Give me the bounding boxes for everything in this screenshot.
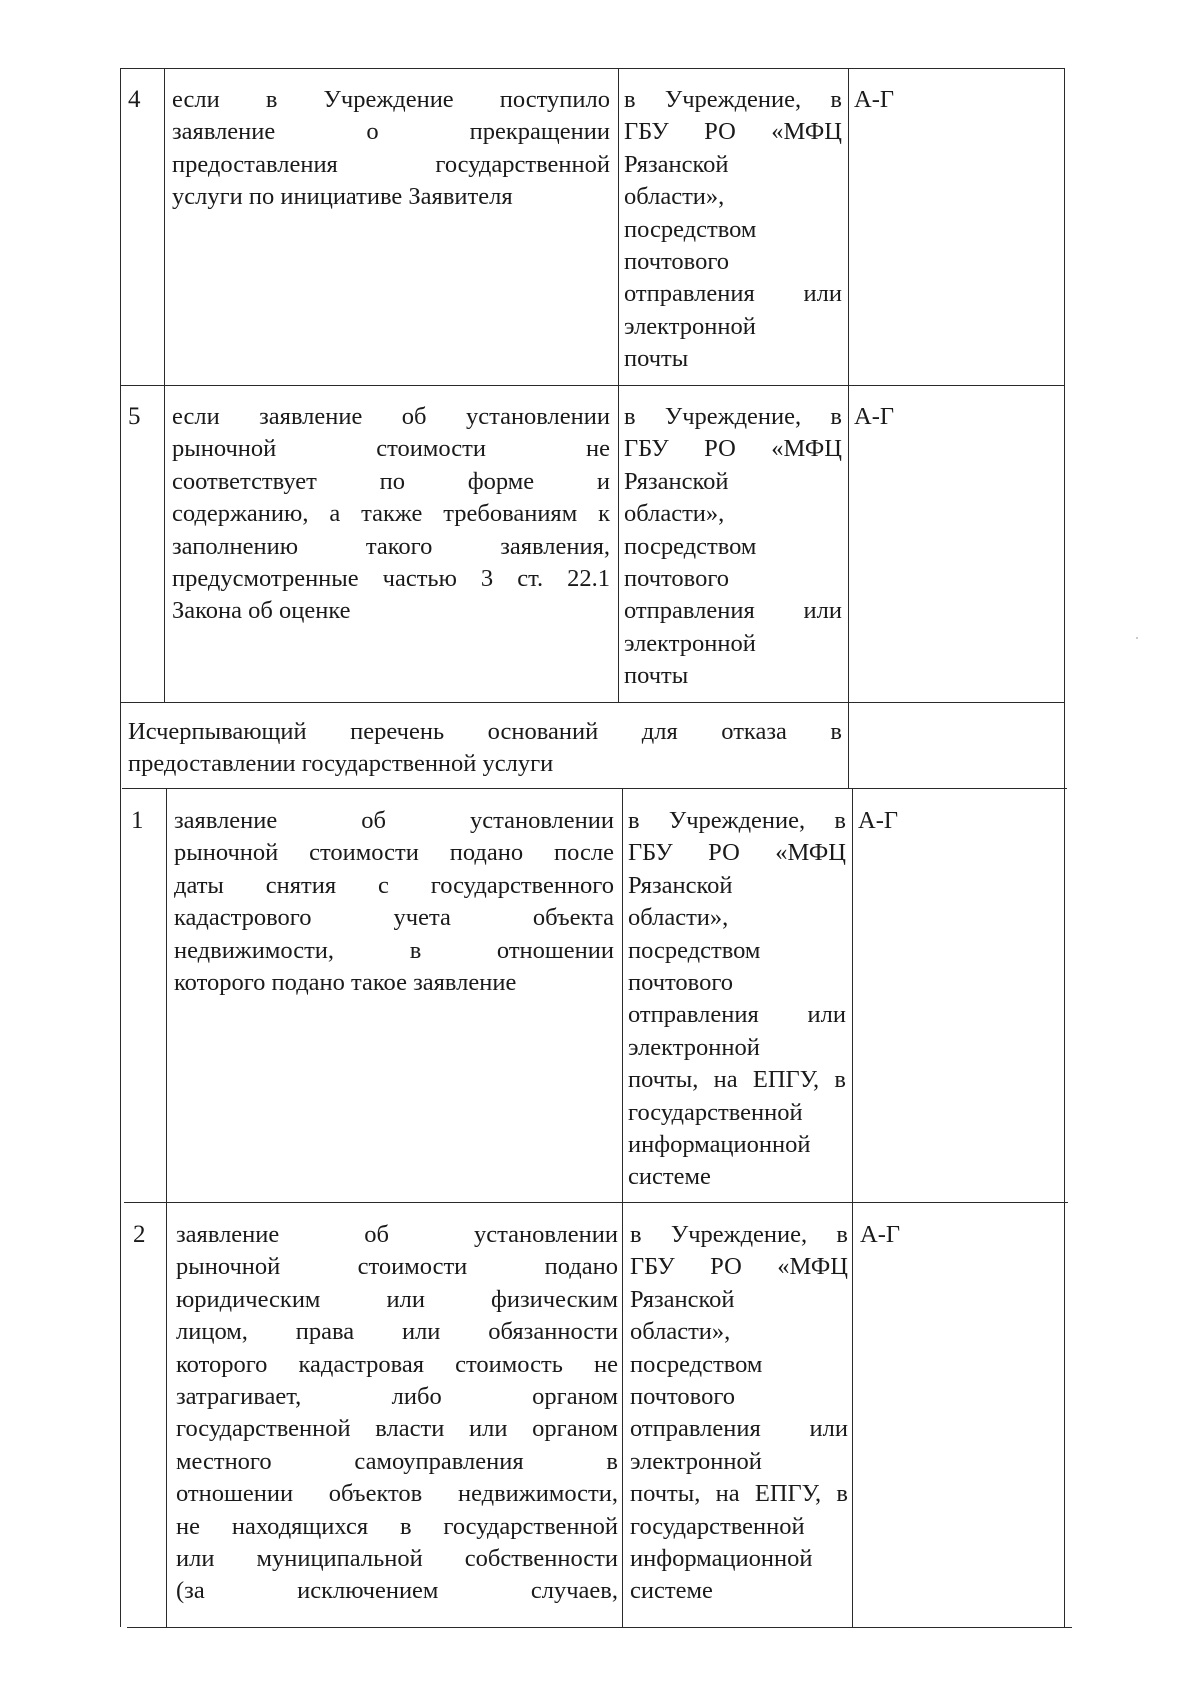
row-divider (122, 788, 1067, 789)
col-divider (164, 68, 165, 702)
row-text (172, 84, 610, 214)
submission-channel: в Учреждение, в ГБУ РО «МФЦ Рязанской области», посредством почтового отправления или электронной почты (624, 403, 842, 690)
table-border-bottom (127, 1627, 1072, 1628)
row-text: заявление об установлении рыночной стоимости подано после даты снятия с государственного кадастрового учета объекта недвижимости, в отношении которого подано такое заявление (174, 807, 614, 997)
row-code: А-Г (854, 403, 895, 430)
col-divider (618, 68, 619, 702)
text-line: услуги по инициативе Заявителя (172, 183, 513, 211)
row-code: А-Г (858, 807, 899, 834)
row-number: 5 (128, 403, 141, 430)
row-text: если заявление об установлении рыночной стоимости не соответствует по форме и содержанию, а также требованиям к заполнению такого заявления, предусмотренные частью 3 ст. 22.1 Закона об оценке (172, 403, 610, 625)
table-border-left (120, 68, 121, 1627)
row-code: А-Г (860, 1221, 901, 1248)
col-divider (848, 68, 849, 788)
row-text: заявление об установлении рыночной стоимости подано юридическим или физическим лицом, права или обязанности которого кадастровая стоимость не затрагивает, либо органом государственной власти или органом местного самоуправления в отношении объектов недвижимости, не находящихся в государственной или муниципальной собственности (за исключением случаев, (176, 1221, 618, 1605)
submission-channel: в Учреждение, в ГБУ РО «МФЦ Рязанской области», посредством почтового отправления или электронной почты, на ЕПГУ, в государственной информационной системе (628, 807, 846, 1191)
submission-channel: в Учреждение, в ГБУ РО «МФЦ Рязанской области», посредством почтового отправления или электронной почты (624, 86, 842, 373)
col-divider (166, 788, 167, 1627)
table-border-top (120, 68, 1064, 69)
row-number: 2 (133, 1221, 146, 1248)
text-line: если в Учреждение поступило (172, 86, 610, 113)
scan-speck (1136, 637, 1138, 639)
col-divider (622, 788, 623, 1627)
section-heading: Исчерпывающий перечень оснований для отказа в предоставлении государственной услуги (128, 718, 842, 778)
text-line: предоставления государственной (172, 150, 610, 178)
row-number: 4 (128, 86, 141, 113)
table-border-right (1064, 68, 1065, 1627)
col-divider (852, 788, 853, 1627)
row-divider (121, 702, 1065, 703)
text-line: заявление о прекращении (172, 118, 610, 146)
row-code: А-Г (854, 86, 895, 113)
row-divider (124, 1202, 1068, 1203)
submission-channel: в Учреждение, в ГБУ РО «МФЦ Рязанской области», посредством почтового отправления или электронной почты, на ЕПГУ, в государственной информационной системе (630, 1221, 848, 1605)
row-divider (120, 385, 1064, 386)
row-number: 1 (131, 807, 144, 834)
